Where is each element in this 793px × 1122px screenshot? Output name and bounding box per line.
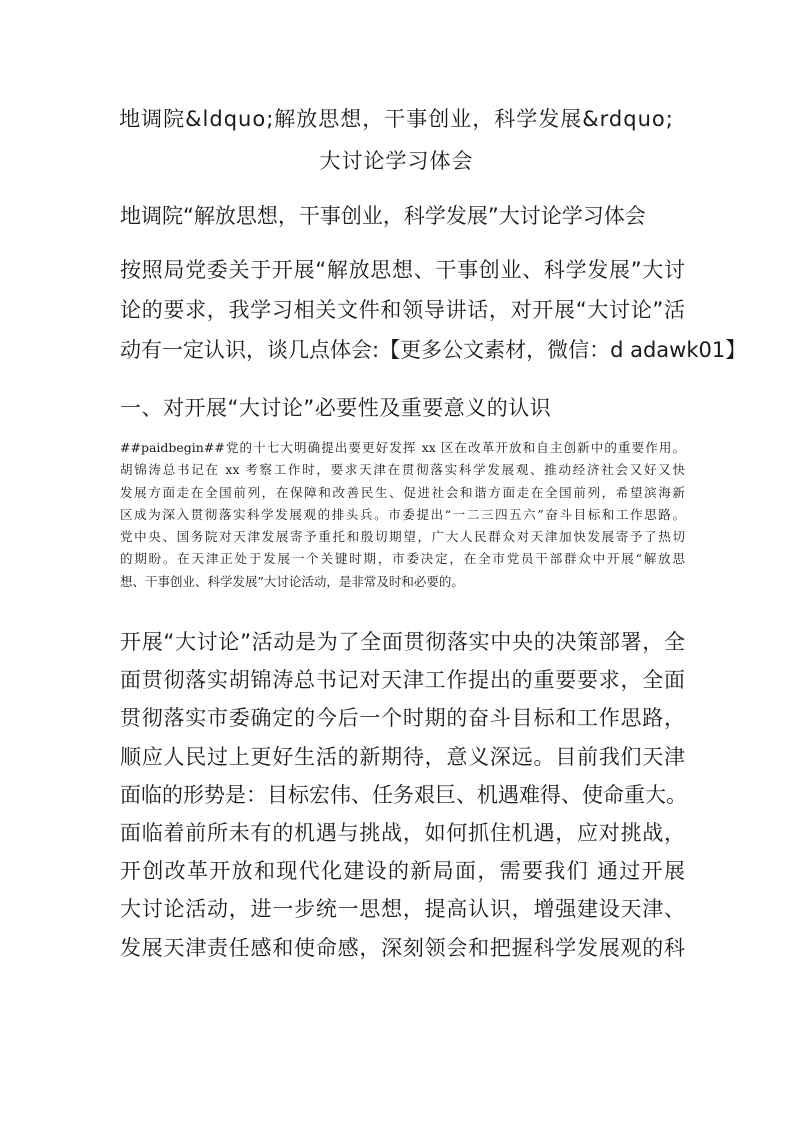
body-line: 大讨论活动，进一步统一思想，提高认识，增强建设天津、 — [120, 897, 685, 922]
body-line: 贯彻落实市委确定的今后一个时期的奋斗目标和工作思路， — [120, 706, 685, 731]
small-paragraph — [120, 437, 685, 593]
intro-line: 按照局党委关于开展“解放思想、干事创业、科学发展”大讨 — [120, 258, 685, 282]
intro-paragraph — [120, 250, 747, 370]
small-paragraph-line: 胡锦涛总书记在 xx 考察工作时，要求天津在贯彻落实科学发展观、推动经济社会又好又快 — [120, 462, 685, 478]
small-paragraph-line: 发展方面走在全国前列，在保障和改善民生、促进社会和谐方面走在全国前列，希望滨海新 — [120, 484, 685, 500]
small-paragraph-line: 区成为深入贯彻落实科学发展观的排头兵。市委提出“一二三四五六”奋斗目标和工作思路。 — [120, 506, 685, 522]
body-line: 面临着前所未有的机遇与挑战，如何抓住机遇，应对挑战， — [120, 821, 685, 846]
document-title-line-2: 大讨论学习体会 — [319, 149, 474, 173]
document-subtitle: 地调院“解放思想，干事创业，科学发展”大讨论学习体会 — [120, 204, 646, 228]
body-line: 发展天津责任感和使命感，深刻领会和把握科学发展观的科 — [120, 935, 685, 960]
intro-line: 论的要求，我学习相关文件和领导讲话，对开展“大讨论”活 — [120, 298, 685, 322]
body-line: 面临的形势是：目标宏伟、任务艰巨、机遇难得、使命重大。 — [120, 782, 687, 807]
body-line: 顺应人民过上更好生活的新期待，意义深远。目前我们天津 — [120, 744, 685, 769]
small-paragraph-line: 想、干事创业、科学发展”大讨论活动，是非常及时和必要的。 — [120, 573, 464, 589]
body-line: 开创改革开放和现代化建设的新局面，需要我们 通过开展 — [120, 859, 685, 884]
document-title-line-1: 地调院&ldquo;解放思想，干事创业，科学发展&rdquo; — [119, 107, 674, 131]
small-paragraph-line: 党中央、国务院对天津发展寄予重托和殷切期望，广大人民群众对天津加快发展寄予了热切 — [120, 529, 685, 545]
small-paragraph-line: ##paidbegin##党的十七大明确提出要更好发挥 xx 区在改革开放和自主创新中的重要作用。 — [120, 440, 685, 455]
body-line: 开展“大讨论”活动是为了全面贯彻落实中央的决策部署，全 — [120, 630, 685, 654]
small-paragraph-line: 的期盼。在天津正处于发展一个关键时期，市委决定，在全市党员干部群众中开展“解放思 — [120, 551, 685, 567]
body-line: 面贯彻落实胡锦涛总书记对天津工作提出的重要要求，全面 — [120, 668, 685, 693]
intro-line: 动有一定认识，谈几点体会:【更多公文素材，微信：d adawk01】 — [120, 338, 747, 362]
section-heading: 一、对开展“大讨论”必要性及重要意义的认识 — [120, 396, 552, 420]
body-paragraph — [120, 623, 685, 967]
